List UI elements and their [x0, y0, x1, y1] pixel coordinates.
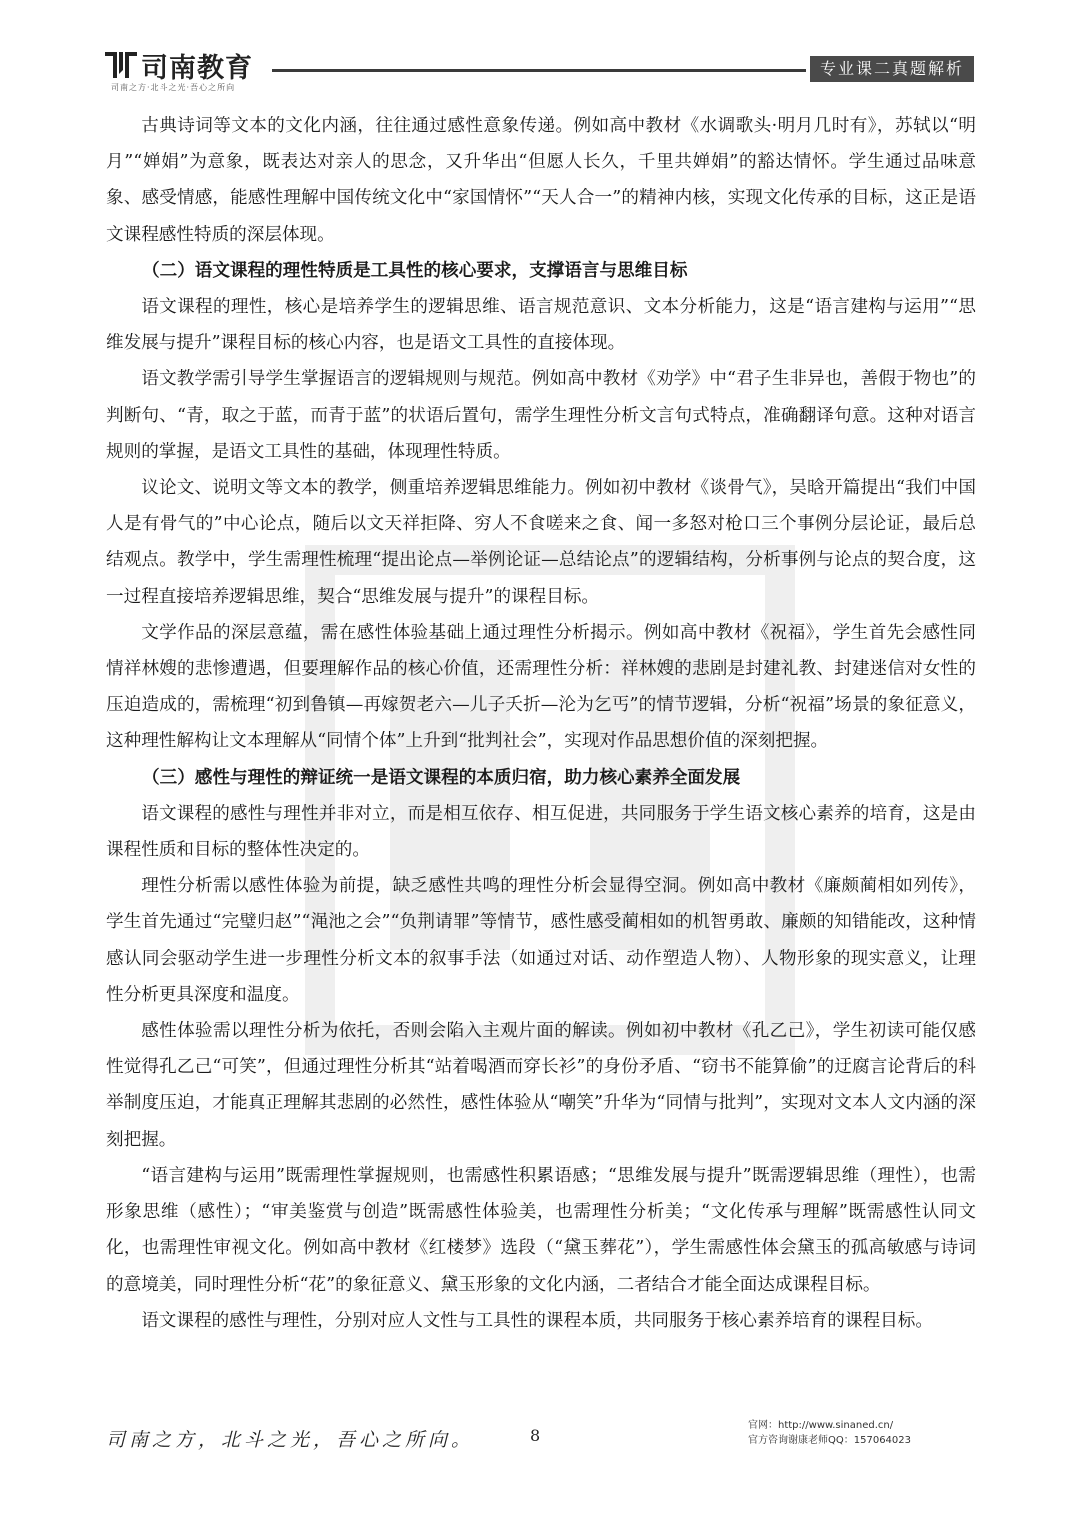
- paragraph: 理性分析需以感性体验为前提，缺乏感性共鸣的理性分析会显得空洞。例如高中教材《廉颇蔺相如列传》，学生首先通过“完璧归赵”“渑池之会”“负荆请罪”等情节，感性感受蔺相如的机智勇敢、廉颇的知错能改，这种情感认同会驱动学生进一步理性分析文本的叙事手法（如通过对话、动作塑造人物）、人物形象的现实意义，让理性分析更具深度和温度。: [106, 876, 976, 1005]
- section-badge: 专业课二真题解析: [810, 56, 974, 82]
- paragraph: 议论文、说明文等文本的教学，侧重培养逻辑思维能力。例如初中教材《谈骨气》，吴晗开篇提出“我们中国人是有骨气的”中心论点，随后以文天祥拒降、穷人不食嗟来之食、闻一多怒对枪口三个事例分层论证，最后总结观点。教学中，学生需理性梳理“提出论点—举例论证—总结论点”的逻辑结构，分析事例与论点的契合度，这一过程直接培养逻辑思维，契合“思维发展与提升”的课程目标。: [106, 478, 976, 607]
- page-number: 8: [530, 1426, 541, 1445]
- document-body: [106, 108, 976, 1339]
- website-link[interactable]: 官网：http://www.sinaned.cn/: [748, 1420, 894, 1431]
- section-heading: （三）感性与理性的辩证统一是语文课程的本质归宿，助力核心素养全面发展: [142, 766, 741, 788]
- page-header: [0, 0, 1080, 100]
- paragraph: “语言建构与运用”既需理性掌握规则，也需感性积累语感；“思维发展与提升”既需逻辑思维（理性），也需形象思维（感性）；“审美鉴赏与创造”既需感性体验美，也需理性分析美；“文化传承与理解”既需感性认同文化，也需理性审视文化。例如高中教材《红楼梦》选段（“黛玉葬花”），学生需感性体会黛玉的孤高敏感与诗词的意境美，同时理性分析“花”的象征意义、黛玉形象的文化内涵，二者结合才能全面达成课程目标。: [106, 1165, 976, 1295]
- footer-contact: [748, 1418, 911, 1448]
- paragraph: 感性体验需以理性分析为依托，否则会陷入主观片面的解读。例如初中教材《孔乙己》，学生初读可能仅感性觉得孔乙己“可笑”，但通过理性分析其“站着喝酒而穿长衫”的身份矛盾、“窃书不能算偷”的迂腐言论背后的科举制度压迫，才能真正理解其悲剧的必然性，感性体验从“嘲笑”升华为“同情与批判”，实现对文本人文内涵的深刻把握。: [106, 1021, 976, 1150]
- paragraph: 语文课程的感性与理性并非对立，而是相互依存、相互促进，共同服务于学生语文核心素养的培育，这是由课程性质和目标的整体性决定的。: [106, 803, 976, 861]
- paragraph: 语文课程的感性与理性，分别对应人文性与工具性的课程本质，共同服务于核心素养培育的课程目标。: [141, 1310, 933, 1331]
- paragraph: 文学作品的深层意蕴，需在感性体验基础上通过理性分析揭示。例如高中教材《祝福》，学生首先会感性同情祥林嫂的悲惨遭遇，但要理解作品的核心价值，还需理性分析：祥林嫂的悲剧是封建礼教、封建迷信对女性的压迫造成的，需梳理“初到鲁镇—再嫁贺老六—儿子夭折—沦为乞丐”的情节逻辑，分析“祝福”场景的象征意义，这种理性解构让文本理解从“同情个体”上升到“批判社会”，实现对作品思想价值的深刻把握。: [106, 622, 976, 752]
- paragraph: 语文课程的理性，核心是培养学生的逻辑思维、语言规范意识、文本分析能力，这是“语言建构与运用”“思维发展与提升”课程目标的核心内容，也是语文工具性的直接体现。: [106, 297, 976, 354]
- header-divider: [272, 69, 806, 72]
- footer-slogan: 司南之方，北斗之光，吾心之所向。: [106, 1429, 475, 1451]
- contact-qq: 官方咨询谢康老师QQ：157064023: [748, 1435, 912, 1446]
- book-logo-icon: [103, 48, 139, 80]
- sinan-logo: [103, 46, 263, 96]
- logo-text: 司南教育: [141, 53, 253, 84]
- section-heading: （二）语文课程的理性特质是工具性的核心要求，支撑语言与思维目标: [142, 259, 688, 281]
- paragraph: 古典诗词等文本的文化内涵，往往通过感性意象传递。例如高中教材《水调歌头·明月几时有》，苏轼以“明月”“婵娟”为意象，既表达对亲人的思念，又升华出“但愿人长久，千里共婵娟”的豁达情怀。学生通过品味意象、感受情感，能感性理解中国传统文化中“家国情怀”“天人合一”的精神内核，实现文化传承的目标，这正是语文课程感性特质的深层体现。: [106, 116, 976, 245]
- logo-slogan: 司南之方·北斗之光·吾心之所向: [111, 83, 236, 92]
- paragraph: 语文教学需引导学生掌握语言的逻辑规则与规范。例如高中教材《劝学》中“君子生非异也，善假于物也”的判断句、“青，取之于蓝，而青于蓝”的状语后置句，需学生理性分析文言句式特点，准确翻译句意。这种对语言规则的掌握，是语文工具性的基础，体现理性特质。: [106, 369, 976, 462]
